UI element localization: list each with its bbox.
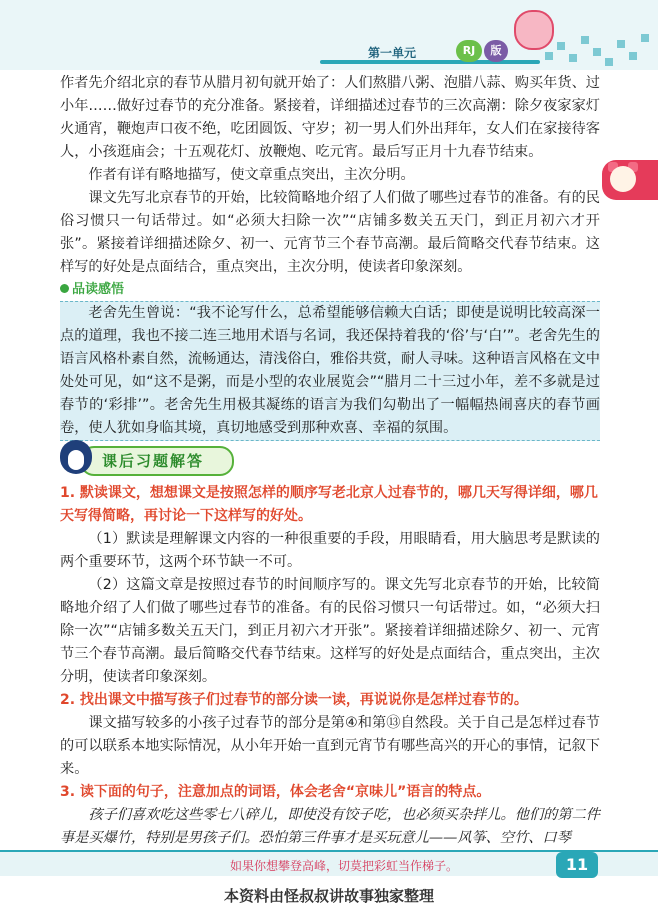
decorative-squares [545,30,655,70]
edition-badge: 版 [484,40,508,62]
side-tab-mascot-icon [602,160,658,200]
question: 3. 读下面的句子，注意加点的词语，体会老舍“京味儿”语言的特点。 [60,784,491,800]
appreciation-heading: 品读感悟 [60,279,600,301]
answer: （1）默读是理解课文内容的一种很重要的手段，用眼睛看，用大脑思考是默读的两个重要环节，这两个环节缺一不可。 [60,531,600,570]
header-swoosh [320,60,540,64]
footer-quote: 如果你想攀登高峰，切莫把彩虹当作梯子。 [230,859,459,873]
main-content [60,72,600,441]
answer: 课文描写较多的小孩子过春节的部分是第④和第⑬自然段。关于自己是怎样过春节的可以联系本地实际情况，从小年开始一直到元宵节有哪些高兴的开心的事情，记叙下来。 [60,715,600,777]
question: 2. 找出课文中描写孩子们过春节的部分读一读，再说说你是怎样过春节的。 [60,692,528,708]
unit-label: 第一单元 [368,46,417,60]
credit-line: 本资料由怪叔叔讲故事独家整理 [223,887,434,905]
exercise-banner-title: 课后习题解答 [102,452,205,470]
penguin-icon [60,440,92,474]
bullet-dot-icon [60,284,69,293]
appreciation-text: 老舍先生曾说：“我不论写什么，总希望能够信赖大白话；即使是说明比较高深一点的道理，我也不接二连三地用术语与名词，我还保持着我的‘俗’与‘白’”。老舍先生的语言风格朴素自然，流畅通达，清浅俗白，雅俗共赏，耐人寻味。这种语言风格在文中处处可见，如“这不是粥，而是小型的农业展览会”“腊月二十三过小年，差不多就是过春节的‘彩排’”。老舍先生用极其凝练的语言为我们勾勒出了一幅幅热闹喜庆的春节画卷，使人犹如身临其境，真切地感受到那种欢喜、幸福的氛围。 [60,301,600,441]
intro-paragraph: 课文先写北京春节的开始，比较简略地介绍了人们做了哪些过春节的准备。有的民俗习惯只一句话带过。如“必须大扫除一次”“店铺多数关五天门，到正月初六才开张”。紧接着详细描述除夕、初一、元宵节三个春节高潮。最后简略交代春节结束。这样写的好处是点面结合，重点突出，主次分明，使读者印象深刻。 [60,190,600,275]
answer: （2）这篇文章是按照过春节的时间顺序写的。课文先写北京春节的开始，比较简略地介绍了人们做了哪些过春节的准备。有的民俗习惯只一句话带过。如，“必须大扫除一次”“店铺多数关五天门，到正月初六才开张”。紧接着详细描述除夕、初一、元宵节三个春节高潮。最后简略交代春节结束。这样写的好处是点面结合，重点突出，主次分明，使读者印象深刻。 [60,577,600,685]
page-number: 11 [556,852,598,878]
exercise-banner [60,440,235,476]
intro-paragraph: 作者有详有略地描写，使文章重点突出，主次分明。 [88,167,415,183]
intro-paragraph: 作者先介绍北京的春节从腊月初旬就开始了：人们熬腊八粥、泡腊八蒜、购买年货、过小年……做好过春节的充分准备。紧接着，详细描述过春节的三次高潮：除夕夜家家灯火通宵，鞭炮声口夜不绝，吃团圆饭、守岁；初一男人们外出拜年，女人们在家接待客人，小孩逛庙会；十五观花灯、放鞭炮、吃元宵。最后写正月十九春节结束。 [60,75,600,160]
question: 1. 默读课文，想想课文是按照怎样的顺序写老北京人过春节的，哪几天写得详细，哪几天写得简略，再讨论一下这样写的好处。 [60,485,598,524]
rj-badge: RJ [456,40,482,62]
exercise-content [60,482,600,850]
quoted-passage: 孩子们喜欢吃这些零七八碎儿，即使没有饺子吃，也必须买杂拌儿。他们的第二件事是买爆竹，特别是男孩子们。恐怕第三件事才是买玩意儿——风筝、空竹、口琴 [60,807,600,846]
